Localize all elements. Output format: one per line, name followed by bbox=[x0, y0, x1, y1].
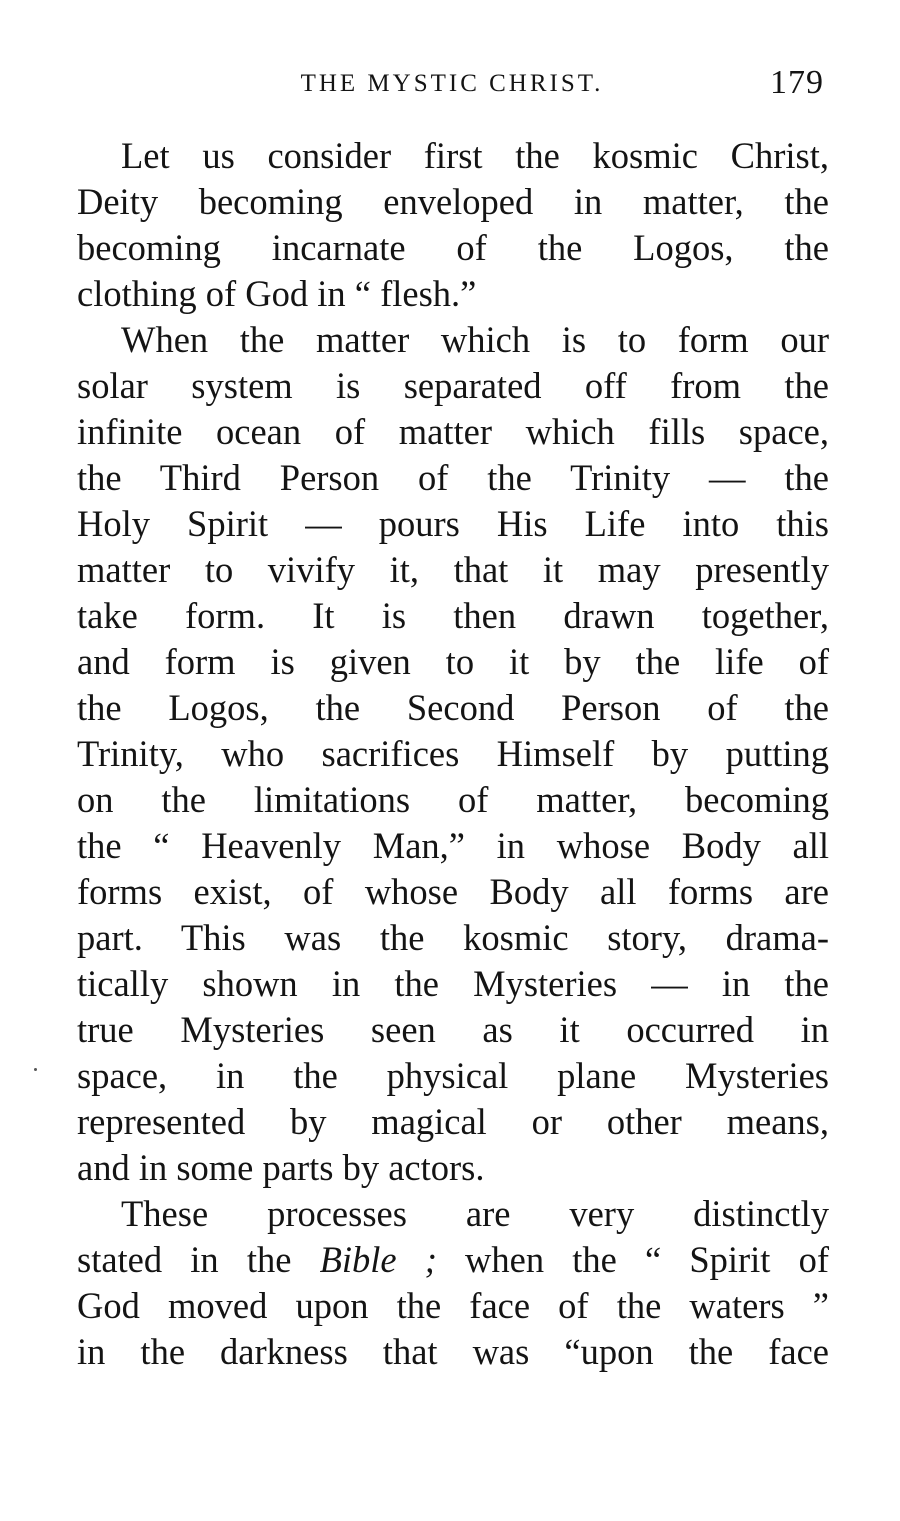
text-line: space, in the physical plane Mysteries bbox=[77, 1055, 829, 1096]
text-line: matter to vivify it, that it may presently bbox=[77, 549, 829, 590]
page-number: 179 bbox=[770, 64, 824, 101]
text-line: and in some parts by actors. bbox=[77, 1147, 485, 1188]
text-line: Let us consider first the kosmic Christ, bbox=[121, 135, 829, 176]
text-line: tically shown in the Mysteries — in the bbox=[77, 963, 829, 1004]
text-line: in the darkness that was “upon the face bbox=[77, 1331, 829, 1372]
text-line: the “ Heavenly Man,” in whose Body all bbox=[77, 825, 829, 866]
text-line: Trinity, who sacrifices Himself by putting bbox=[77, 733, 829, 774]
text-segment: when the “ Spirit of bbox=[436, 1239, 829, 1280]
text-line: part. This was the kosmic story, drama- bbox=[77, 917, 829, 958]
body-text bbox=[77, 133, 829, 1375]
text-line: represented by magical or other means, bbox=[77, 1101, 829, 1142]
text-line: take form. It is then drawn together, bbox=[77, 595, 829, 636]
text-line: solar system is separated off from the bbox=[77, 365, 829, 406]
text-line-with-italic bbox=[77, 1237, 829, 1283]
text-line: becoming incarnate of the Logos, the bbox=[77, 227, 829, 268]
text-line: clothing of God in “ flesh.” bbox=[77, 273, 477, 314]
text-line: God moved upon the face of the waters ” bbox=[77, 1285, 829, 1326]
text-line: infinite ocean of matter which fills space, bbox=[77, 411, 829, 452]
italic-title: Bible ; bbox=[319, 1239, 437, 1280]
text-line: These processes are very distinctly bbox=[121, 1193, 829, 1234]
running-title: THE MYSTIC CHRIST. bbox=[300, 70, 604, 97]
text-line: When the matter which is to form our bbox=[121, 319, 829, 360]
text-line: Holy Spirit — pours His Life into this bbox=[77, 503, 829, 544]
text-line: forms exist, of whose Body all forms are bbox=[77, 871, 829, 912]
running-head bbox=[76, 66, 828, 106]
text-line: the Third Person of the Trinity — the bbox=[77, 457, 829, 498]
print-speck bbox=[34, 1068, 37, 1071]
text-segment: stated in the bbox=[77, 1239, 320, 1280]
text-line: and form is given to it by the life of bbox=[77, 641, 829, 682]
text-line: the Logos, the Second Person of the bbox=[77, 687, 829, 728]
text-line: true Mysteries seen as it occurred in bbox=[77, 1009, 829, 1050]
text-line: Deity becoming enveloped in matter, the bbox=[77, 181, 829, 222]
text-line: on the limitations of matter, becoming bbox=[77, 779, 829, 820]
